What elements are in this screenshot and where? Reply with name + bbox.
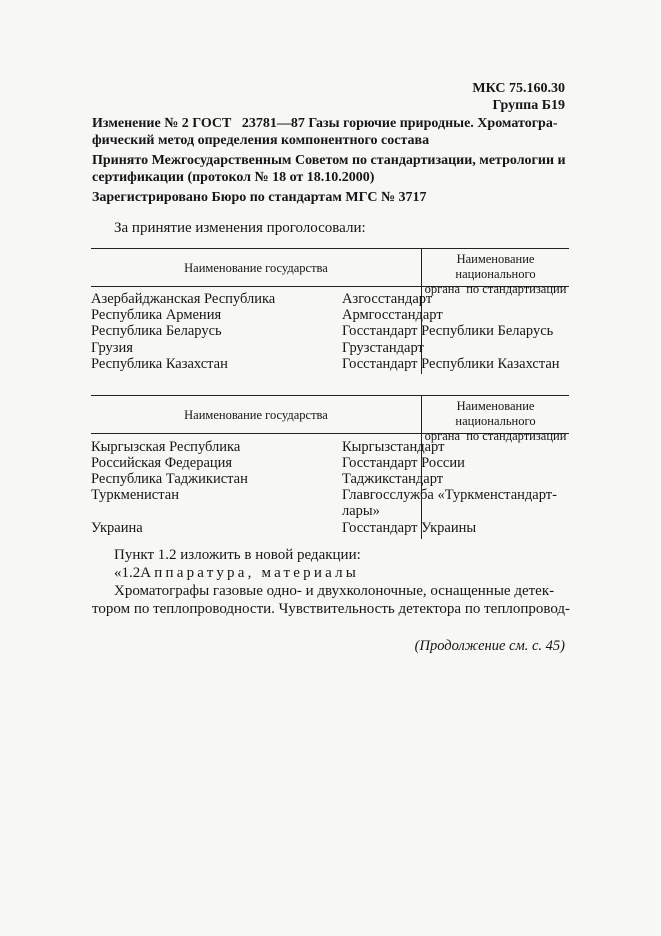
table-cell-state: Туркменистан: [91, 487, 179, 503]
body-paragraph-3-line1: Хроматографы газовые одно- и двухколоночные, оснащенные детек-: [114, 583, 555, 599]
section-number: «1.2: [114, 565, 141, 581]
voting-table-1: [91, 248, 569, 374]
table-cell-org: Таджикстандарт: [342, 471, 444, 487]
body-paragraph-3-line2: тором по теплопроводности. Чувствительность детектора по теплопровод-: [92, 601, 571, 617]
table-cell-org: Грузстандарт: [342, 340, 424, 356]
table-cell-org: Госстандарт России: [342, 455, 465, 471]
group-code: Группа Б19: [492, 98, 565, 113]
table-cell-org: Госстандарт Республики Казахстан: [342, 356, 560, 372]
table-cell-org: лары»: [342, 503, 380, 519]
adopted-line1: Принято Межгосударственным Советом по стандартизации, метрологии и: [92, 153, 566, 168]
header-org: [422, 399, 569, 444]
table-cell-org: Госстандарт Республики Беларусь: [342, 323, 554, 339]
section-heading: [114, 564, 359, 582]
table-cell-state: Российская Федерация: [91, 455, 233, 471]
table-cell-org: Госстандарт Украины: [342, 520, 477, 536]
voting-intro: За принятие изменения проголосовали:: [114, 220, 366, 236]
adopted-line2: сертификации (протокол № 18 от 18.10.2000): [92, 170, 375, 185]
table-cell-org: Кыргызстандарт: [342, 439, 445, 455]
table-cell-org: Азгосстандарт: [342, 291, 433, 307]
continuation-note: (Продолжение см. с. 45): [414, 638, 565, 654]
header-state: Наименование государства: [184, 261, 328, 275]
voting-table-2: [91, 395, 569, 539]
mks-code: МКС 75.160.30: [472, 81, 565, 96]
header-org: [422, 252, 569, 297]
header-org-line1: Наименование национального: [455, 399, 536, 428]
amendment-title-line1: Изменение № 2 ГОСТ 23781—87 Газы горючие природные. Хроматогра-: [92, 116, 558, 131]
table-cell-state: Украина: [91, 520, 143, 536]
table-cell-org: Главгосслужба «Туркменстандарт-: [342, 487, 557, 503]
table-cell-state: Азербайджанская Республика: [91, 291, 276, 307]
classification-block: [472, 80, 565, 114]
section-title-spaced: Аппаратура, материалы: [140, 565, 360, 581]
header-org-line2: органа по стандартизации: [424, 429, 567, 443]
table-cell-state: Республика Таджикистан: [91, 471, 248, 487]
adopted-statement: [92, 152, 570, 186]
header-state: Наименование государства: [184, 408, 328, 422]
amendment-title-line2: фический метод определения компонентного состава: [92, 133, 430, 148]
header-org-line1: Наименование национального: [455, 252, 536, 281]
table-cell-state: Республика Казахстан: [91, 356, 228, 372]
header-org-line2: органа по стандартизации: [424, 282, 567, 296]
body-paragraph-1: Пункт 1.2 изложить в новой редакции:: [114, 547, 361, 563]
registered-statement: Зарегистрировано Бюро по стандартам МГС № 3717: [92, 190, 427, 205]
table-cell-state: Кыргызская Республика: [91, 439, 241, 455]
table-cell-org: Армгосстандарт: [342, 307, 443, 323]
table-top-rule: [91, 395, 569, 396]
table-cell-state: Республика Беларусь: [91, 323, 222, 339]
table-cell-state: Грузия: [91, 340, 133, 356]
amendment-title: [92, 115, 570, 149]
table-cell-state: Республика Армения: [91, 307, 222, 323]
table-top-rule: [91, 248, 569, 249]
